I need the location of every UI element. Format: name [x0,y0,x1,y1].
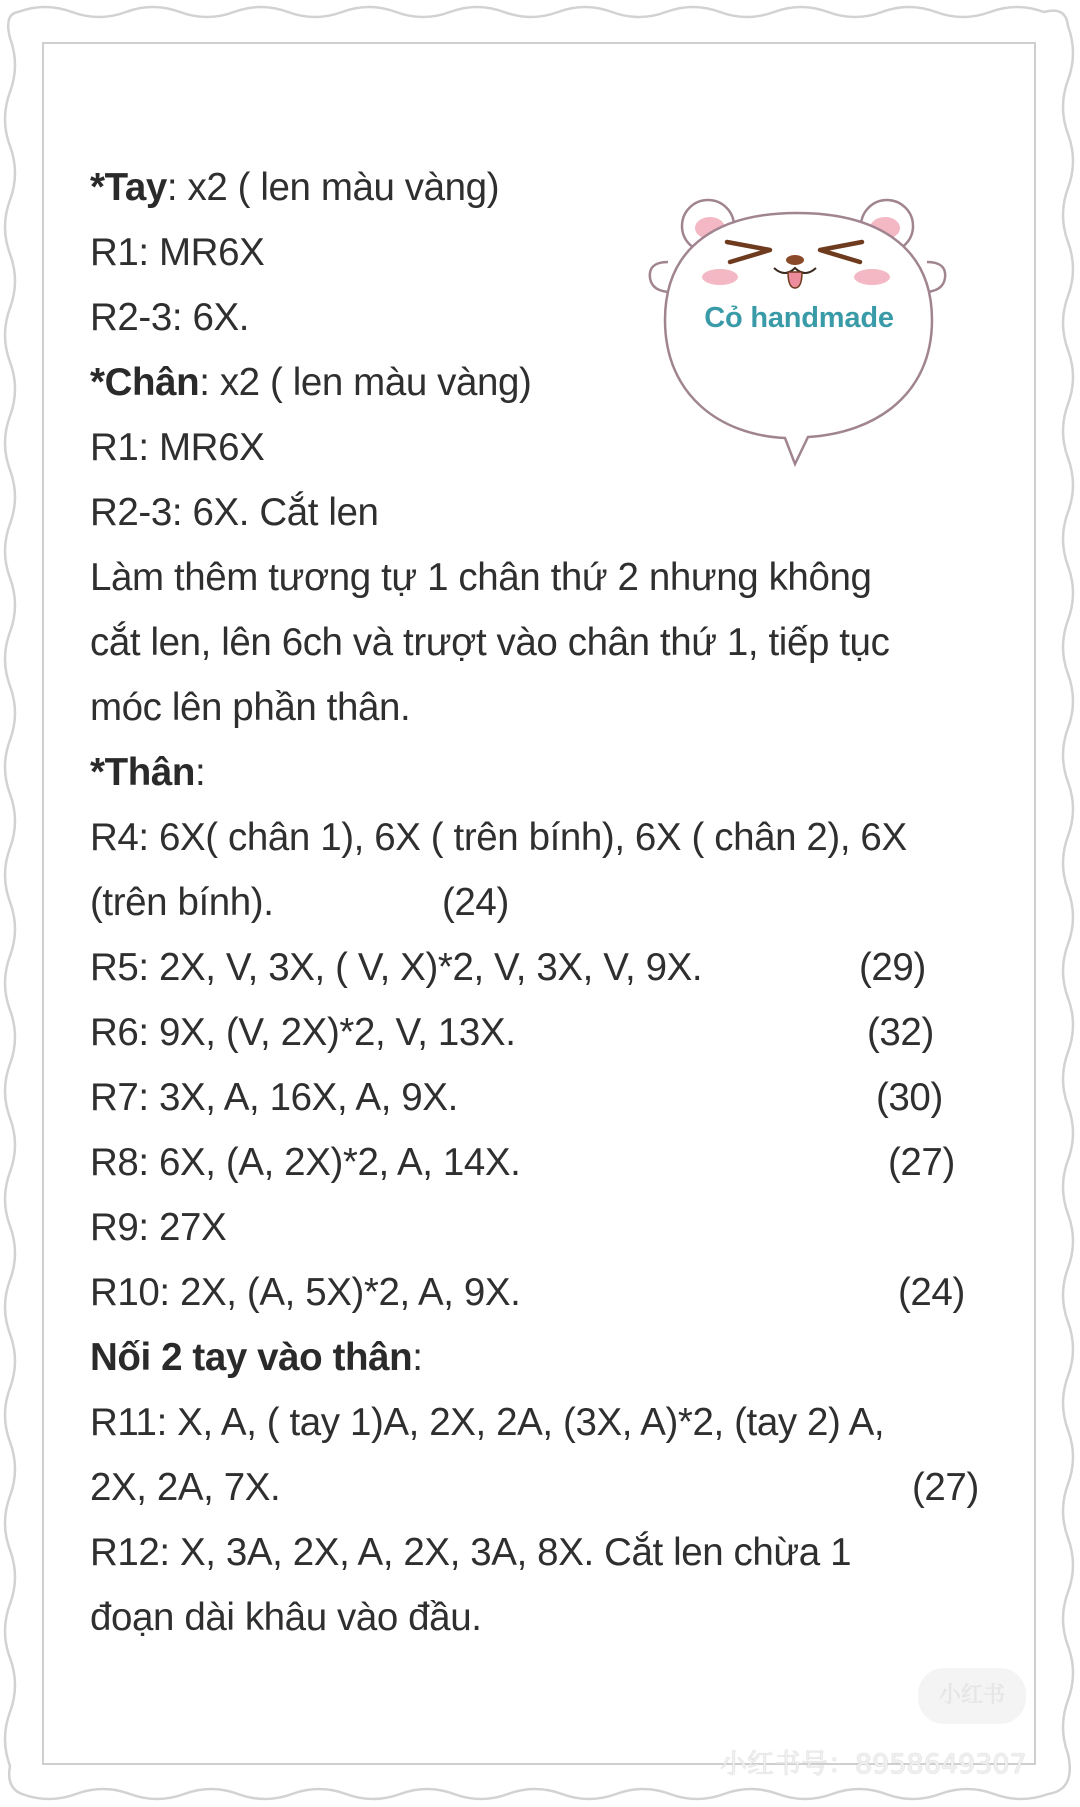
heading-detail: : [412,1336,423,1379]
heading-label: *Chân [90,361,200,404]
pattern-row: R2-3: 6X. Cắt len [90,491,379,534]
stitch-count: (29) [859,946,926,989]
heading-label: *Thân [90,751,195,794]
heading-label: *Tay [90,166,167,209]
bear-mascot-icon [640,190,960,480]
stitch-count: (30) [876,1076,943,1119]
pattern-row: đoạn dài khâu vào đầu. [90,1596,482,1639]
pattern-note: cắt len, lên 6ch và trượt vào chân thứ 1, tiếp tục [90,621,890,664]
pattern-row: R1: MR6X [90,231,265,274]
pattern-row: R9: 27X [90,1206,227,1249]
section-heading-tay [90,165,499,211]
pattern-row: R11: X, A, ( tay 1)A, 2X, 2A, (3X, A)*2, (tay 2) A, [90,1401,885,1444]
stitch-count: (24) [442,881,509,924]
heading-detail: : x2 ( len màu vàng) [166,166,500,209]
pattern-row: R5: 2X, V, 3X, ( V, X)*2, V, 3X, V, 9X. [90,946,703,989]
heading-detail: : x2 ( len màu vàng) [199,361,532,404]
pattern-note: Làm thêm tương tự 1 chân thứ 2 nhưng không [90,556,872,599]
pattern-row: 2X, 2A, 7X. [90,1466,281,1509]
pattern-row: R4: 6X( chân 1), 6X ( trên bính), 6X ( chân 2), 6X [90,816,907,859]
stitch-count: (27) [888,1141,955,1184]
pattern-row: R6: 9X, (V, 2X)*2, V, 13X. [90,1011,516,1054]
pattern-row: (trên bính). [90,881,274,924]
pattern-row: R7: 3X, A, 16X, A, 9X. [90,1076,458,1119]
heading-label: Nối 2 tay vào thân [90,1336,413,1379]
pattern-note: móc lên phần thân. [90,686,411,729]
section-heading-chan [90,360,531,406]
stitch-count: (32) [867,1011,934,1054]
watermark-badge: 小红书 [918,1668,1026,1724]
stitch-count: (27) [912,1466,979,1509]
section-heading-noi-tay [90,1335,423,1381]
brand-text: Cỏ handmade [704,302,894,334]
stitch-count: (24) [898,1271,965,1314]
pattern-row: R1: MR6X [90,426,265,469]
section-heading-than [90,750,205,796]
pattern-row: R12: X, 3A, 2X, A, 2X, 3A, 8X. Cắt len chừa 1 [90,1531,852,1574]
heading-detail: : [194,751,206,794]
pattern-row: R2-3: 6X. [90,296,250,339]
watermark-id: 小红书号：8958649307 [720,1749,1027,1780]
pattern-row: R10: 2X, (A, 5X)*2, A, 9X. [90,1271,521,1314]
pattern-row: R8: 6X, (A, 2X)*2, A, 14X. [90,1141,521,1184]
